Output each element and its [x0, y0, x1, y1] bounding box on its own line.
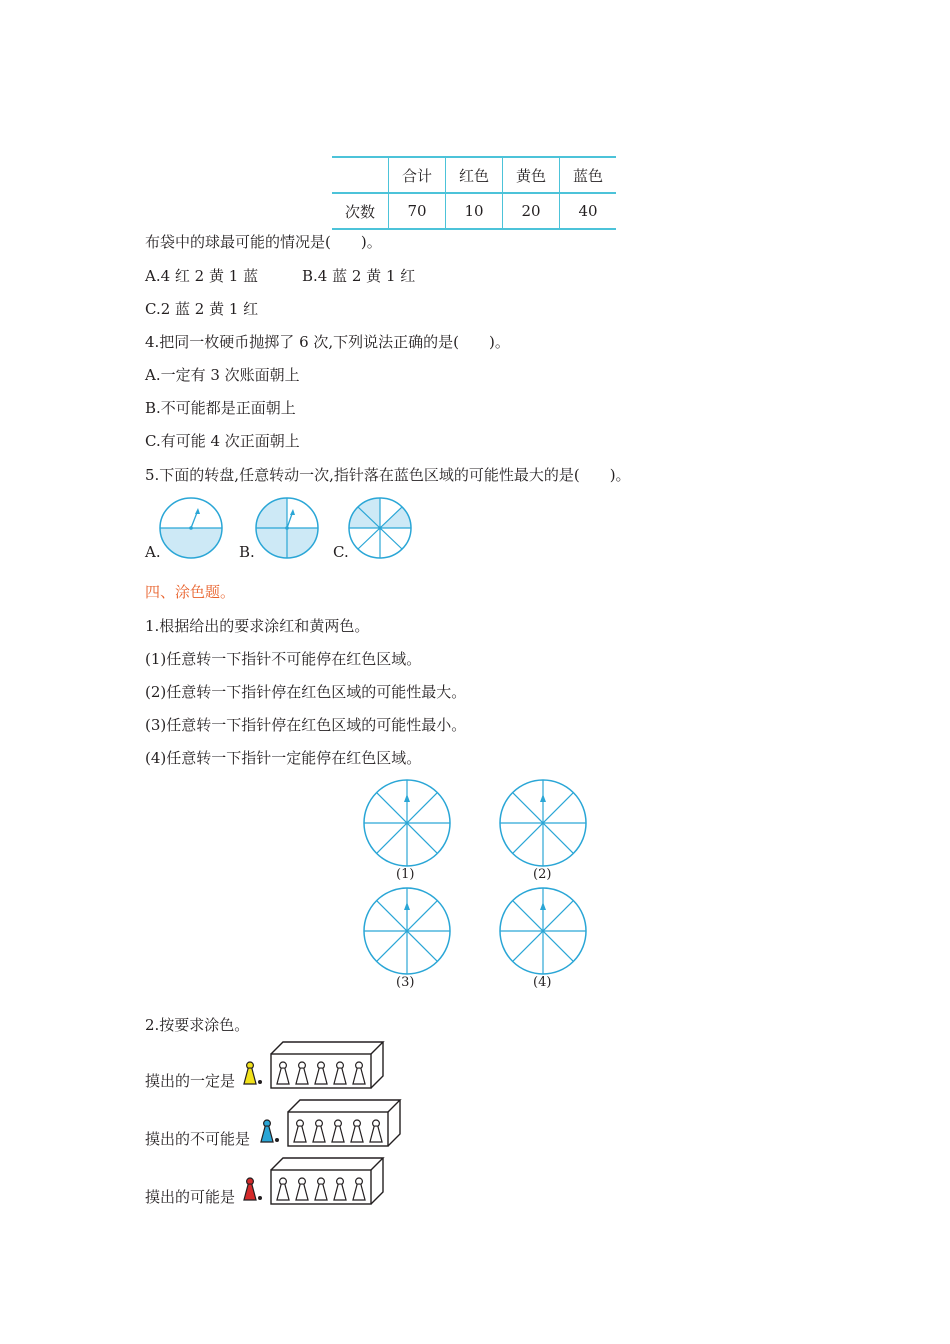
table-cell: 10 [446, 193, 503, 229]
q4-stem: 4.把同一枚硬币抛掷了 6 次,下列说法正确的是( )。 [145, 333, 510, 351]
sample-piece-icon [244, 1062, 256, 1084]
s4-q1-stem: 1.根据给出的要求涂红和黄两色。 [145, 617, 370, 635]
box-row-label-3: 摸出的可能是 [145, 1188, 236, 1206]
wheel-label-4: (4) [533, 975, 552, 990]
wheel-label-1: (1) [396, 867, 415, 882]
q3-option-a: A.4 红 2 黄 1 蓝 [145, 267, 259, 285]
s4-q2-stem: 2.按要求涂色。 [145, 1016, 250, 1034]
q3-option-c: C.2 蓝 2 黄 1 红 [145, 300, 259, 318]
section-4-title: 四、涂色题。 [145, 583, 236, 601]
q5-label-b: B. [239, 543, 255, 561]
s4-q1-item-4: (4)任意转一下指针一定能停在红色区域。 [145, 749, 422, 767]
q4-option-b: B.不可能都是正面朝上 [145, 399, 296, 417]
wheel-label-3: (3) [396, 975, 415, 990]
table-header-cell: 蓝色 [560, 157, 617, 193]
q5-label-a: A. [145, 543, 161, 561]
q3-stem: 布袋中的球最可能的情况是( )。 [145, 233, 382, 251]
s4-q1-item-2: (2)任意转一下指针停在红色区域的可能性最大。 [145, 683, 467, 701]
period-dot [258, 1080, 262, 1084]
table-cell: 70 [389, 193, 446, 229]
s4-q1-item-3: (3)任意转一下指针停在红色区域的可能性最小。 [145, 716, 467, 734]
table-cell: 20 [503, 193, 560, 229]
period-dot [258, 1196, 262, 1200]
table-header-cell: 合计 [389, 157, 446, 193]
table-cell: 40 [560, 193, 617, 229]
q5-stem: 5.下面的转盘,任意转动一次,指针落在蓝色区域的可能性最大的是( )。 [145, 466, 631, 484]
box-row-label-1: 摸出的一定是 [145, 1072, 236, 1090]
table-header-cell: 黄色 [503, 157, 560, 193]
period-dot [275, 1138, 279, 1142]
q5-label-c: C. [333, 543, 349, 561]
box-row-label-2: 摸出的不可能是 [145, 1130, 251, 1148]
sample-piece-icon [261, 1120, 273, 1142]
sample-piece-icon [244, 1178, 256, 1200]
wheel-label-2: (2) [533, 867, 552, 882]
q4-option-a: A.一定有 3 次账面朝上 [145, 366, 300, 384]
table-row-label: 次数 [332, 193, 389, 229]
s4-q1-item-1: (1)任意转一下指针不可能停在红色区域。 [145, 650, 422, 668]
table-header-cell: 红色 [446, 157, 503, 193]
q3-option-b: B.4 蓝 2 黄 1 红 [302, 267, 416, 285]
q4-option-c: C.有可能 4 次正面朝上 [145, 432, 300, 450]
